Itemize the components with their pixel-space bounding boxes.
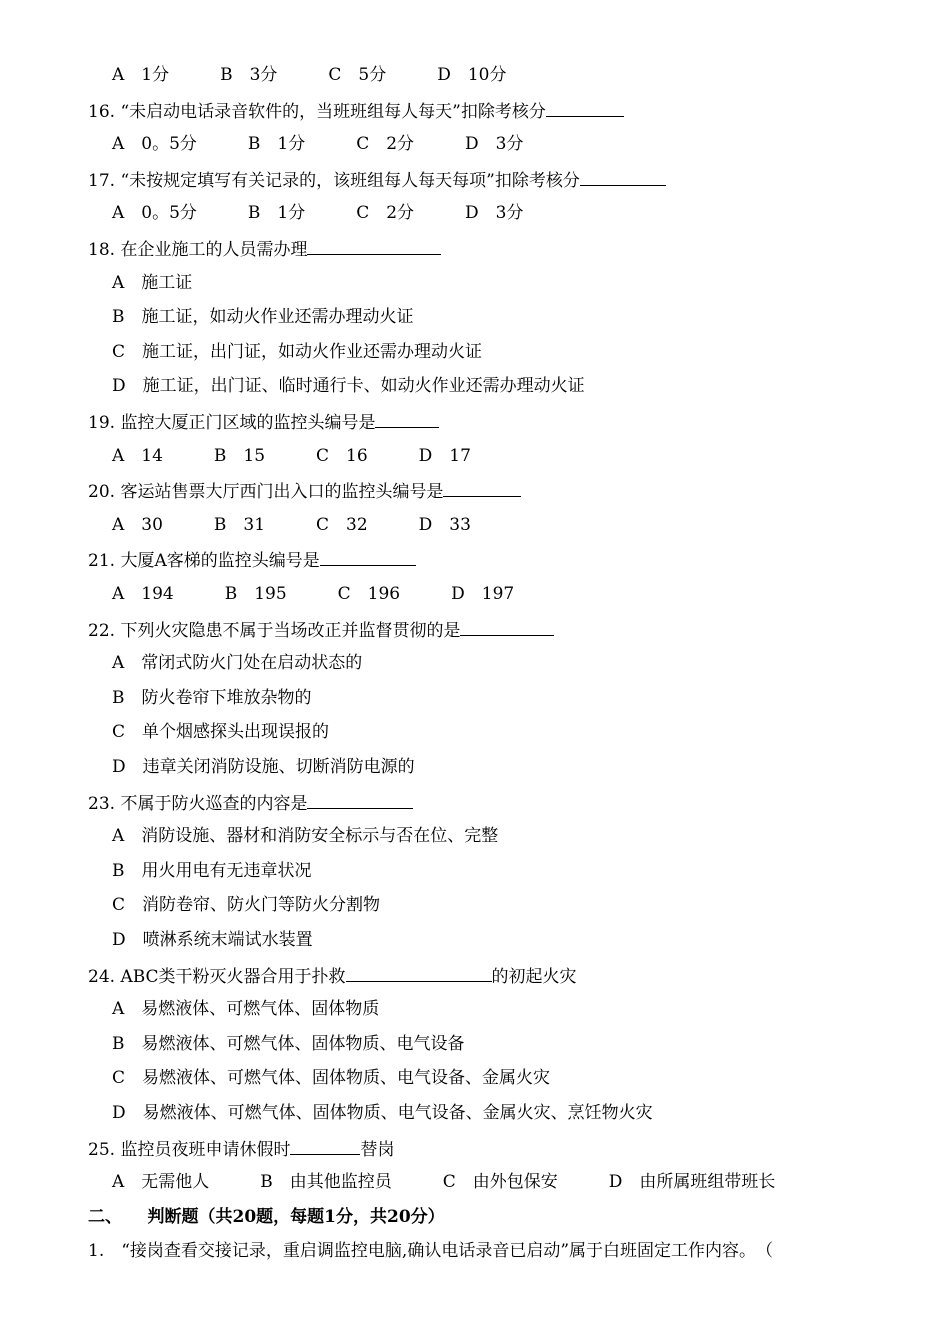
answer-option-line xyxy=(112,1171,775,1193)
line-text: A 30 B 31 C 32 D 33 xyxy=(112,514,471,535)
answer-option-line xyxy=(112,1067,550,1089)
line-text: 16. “未启动电话录音软件的，当班班组每人每天”扣除考核分 xyxy=(88,101,546,122)
line-text: D 违章关闭消防设施、切断消防电源的 xyxy=(112,757,415,777)
line-text: B 易燃液体、可燃气体、固体物质、电气设备 xyxy=(112,1033,465,1054)
line-text: C 易燃液体、可燃气体、固体物质、电气设备、金属火灾 xyxy=(112,1068,551,1089)
answer-blank[interactable] xyxy=(546,99,624,117)
answer-option-line xyxy=(112,1033,465,1055)
answer-option-line xyxy=(112,583,514,605)
line-text: 17. “未按规定填写有关记录的，该班组每人每天每项”扣除考核分 xyxy=(88,170,580,191)
line-text: D 施工证，出门证、临时通行卡、如动火作业还需办理动火证 xyxy=(112,376,585,397)
answer-option-line xyxy=(112,756,415,778)
line-text: 23. 不属于防火巡查的内容是 xyxy=(88,793,308,814)
answer-option-line xyxy=(112,721,329,743)
answer-option-line xyxy=(112,687,312,709)
answer-option-line xyxy=(112,998,379,1020)
line-text-after-blank: 的初起火灾 xyxy=(491,966,577,987)
line-text: 22. 下列火灾隐患不属于当场改正并监督贯彻的是 xyxy=(88,620,461,641)
line-text: 20. 客运站售票大厅西门出入口的监控头编号是 xyxy=(88,482,444,503)
line-text: D 喷淋系统末端试水装置 xyxy=(112,930,313,950)
question-line xyxy=(88,410,439,434)
answer-blank[interactable] xyxy=(307,791,413,809)
answer-option-line xyxy=(112,375,585,397)
line-text: C 施工证，出门证，如动火作业还需办理动火证 xyxy=(112,341,483,362)
question-line xyxy=(88,548,416,572)
line-text: B 用火用电有无违章状况 xyxy=(112,860,312,881)
question-line xyxy=(88,99,624,123)
line-text: A 易燃液体、可燃气体、固体物质 xyxy=(112,999,380,1020)
line-text: 21. 大厦A客梯的监控头编号是 xyxy=(88,551,320,572)
line-text: A 0。5分 B 1分 C 2分 D 3分 xyxy=(112,134,524,155)
line-text: 1. “接岗查看交接记录，重启调监控电脑,确认电话录音已启动”属于白班固定工作内容。 （ xyxy=(88,1241,774,1262)
line-text: 19. 监控大厦正门区域的监控头编号是 xyxy=(88,413,376,433)
answer-option-line xyxy=(112,272,192,294)
answer-option-line xyxy=(112,341,482,363)
line-text: B 施工证，如动火作业还需办理动火证 xyxy=(112,307,414,328)
section-heading xyxy=(88,1206,445,1228)
answer-option-line xyxy=(112,133,524,155)
line-text-after-blank: 替岗 xyxy=(360,1139,395,1160)
answer-option-line xyxy=(112,445,471,467)
answer-blank[interactable] xyxy=(580,168,666,186)
answer-blank[interactable] xyxy=(290,1137,360,1155)
question-line xyxy=(88,237,441,261)
line-text: A 消防设施、器材和消防安全标示与否在位、完整 xyxy=(112,826,499,847)
answer-option-line xyxy=(112,860,312,882)
line-text: B 防火卷帘下堆放杂物的 xyxy=(112,687,312,708)
line-text: A 14 B 15 C 16 D 17 xyxy=(112,445,471,466)
answer-option-line xyxy=(112,929,313,951)
answer-option-line xyxy=(112,64,507,86)
answer-blank[interactable] xyxy=(346,964,492,982)
answer-option-line xyxy=(112,652,362,674)
answer-blank[interactable] xyxy=(307,237,441,255)
line-text: 18. 在企业施工的人员需办理 xyxy=(88,240,308,260)
question-line xyxy=(88,1137,394,1161)
answer-option-line xyxy=(112,514,471,536)
line-text: A 1分 B 3分 C 5分 D 10分 xyxy=(112,65,507,85)
line-text: A 常闭式防火门处在启动状态的 xyxy=(112,653,363,674)
line-text: D 易燃液体、可燃气体、固体物质、电气设备、金属火灾、烹饪物火灾 xyxy=(112,1103,653,1123)
answer-option-line xyxy=(112,825,498,847)
line-text: 二、 判断题（共20题，每题1分，共20分） xyxy=(88,1206,445,1227)
answer-option-line xyxy=(112,306,414,328)
line-text: 24. ABC类干粉灭火器合用于扑救 xyxy=(88,966,346,987)
answer-option-line xyxy=(112,894,380,916)
line-text: A 施工证 xyxy=(112,272,193,293)
line-text: C 消防卷帘、防火门等防火分割物 xyxy=(112,895,381,916)
line-text: C 单个烟感探头出现误报的 xyxy=(112,722,330,743)
question-line xyxy=(88,1240,773,1262)
answer-blank[interactable] xyxy=(443,479,521,497)
line-text: A 0。5分 B 1分 C 2分 D 3分 xyxy=(112,203,524,224)
question-line xyxy=(88,479,521,503)
answer-blank[interactable] xyxy=(320,548,416,566)
answer-option-line xyxy=(112,202,524,224)
answer-option-line xyxy=(112,1102,653,1124)
question-line xyxy=(88,618,554,642)
question-line xyxy=(88,791,413,815)
answer-blank[interactable] xyxy=(460,618,554,636)
question-line xyxy=(88,964,577,988)
line-text: 25. 监控员夜班申请休假时 xyxy=(88,1139,291,1160)
question-line xyxy=(88,168,666,192)
line-text: A 无需他人 B 由其他监控员 C 由外包保安 D 由所属班组带班长 xyxy=(112,1172,776,1193)
line-text: A 194 B 195 C 196 D 197 xyxy=(112,584,515,604)
answer-blank[interactable] xyxy=(375,410,439,428)
